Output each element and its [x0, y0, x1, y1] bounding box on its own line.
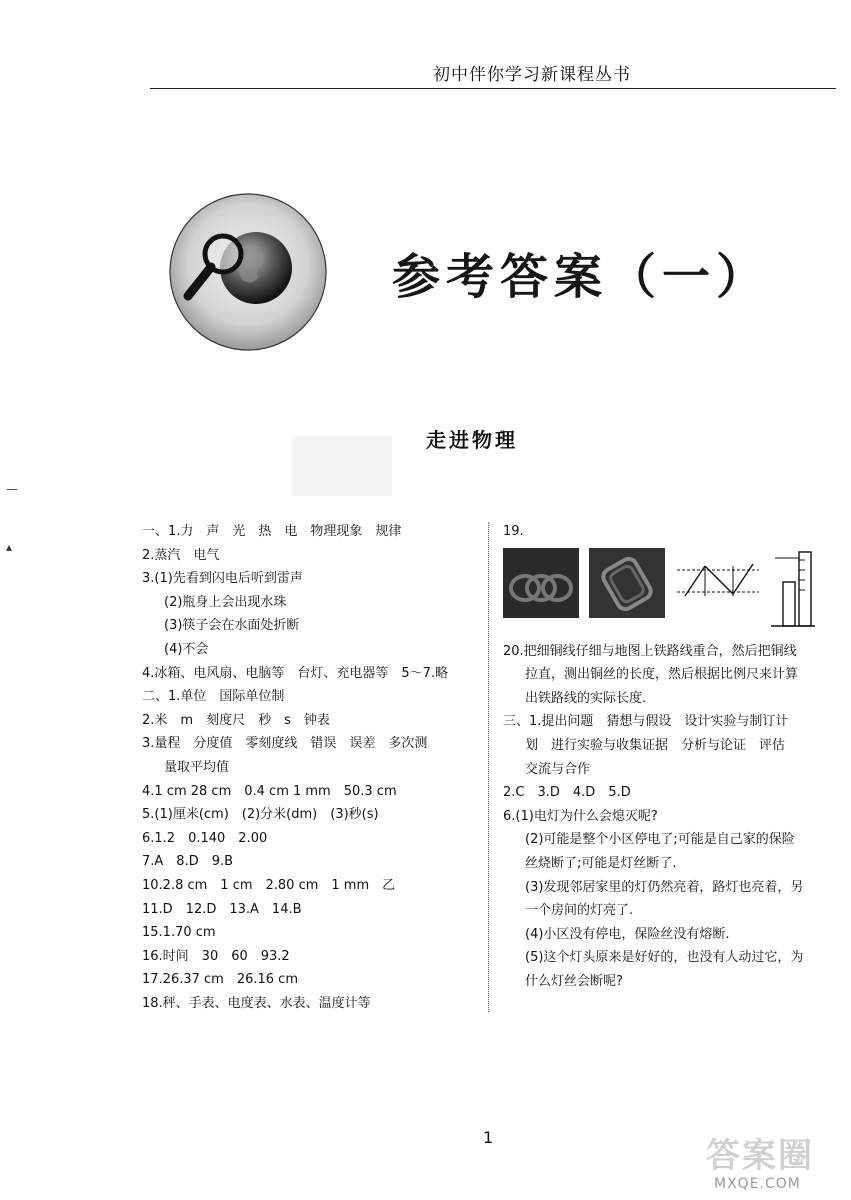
light-reflection-diagram	[675, 548, 761, 618]
answer-line: 量取平均值	[164, 759, 230, 775]
answer-line: 6.1.2 0.140 2.00	[142, 830, 268, 846]
answer-line: (3)发现邻居家里的灯仍然亮着，路灯也亮着，另	[525, 879, 804, 895]
answer-line: 一、1.力 声 光 热 电 物理现象 规律	[142, 524, 402, 539]
answer-line: 16.时间 30 60 93.2	[142, 948, 290, 964]
series-title: 初中伴你学习新课程丛书	[433, 65, 631, 85]
answers-right-column	[503, 520, 821, 994]
answer-line: 拉直，测出铜丝的长度，然后根据比例尺来计算	[525, 667, 799, 683]
margin-mark: ▴	[6, 540, 13, 554]
answers-left-column	[142, 520, 482, 1015]
section-title: 走进物理	[426, 428, 518, 452]
column-divider	[488, 522, 489, 1012]
answer-line: 7.A 8.D 9.B	[142, 854, 234, 870]
answer-line: 划 进行实验与收集证据 分析与论证 评估	[525, 737, 786, 753]
answer-line: 5.(1)厘米(cm) (2)分米(dm) (3)秒(s)	[142, 807, 379, 823]
answer-line: 20.把细铜线仔细与地图上铁路线重合，然后把铜线	[503, 643, 797, 659]
page-number: 1	[483, 1128, 494, 1147]
answer-line: (3)筷子会在水面处折断	[164, 618, 300, 634]
page-header	[150, 58, 836, 89]
watermark-logo-text: 答案圈	[706, 1136, 814, 1176]
answer-line: (2)可能是整个小区停电了;可能是自己家的保险	[525, 832, 795, 848]
answer-line: (4)小区没有停电，保险丝没有熔断.	[525, 926, 730, 942]
answer-line: (5)这个灯头原来是好好的，也没有人动过它，为	[525, 950, 804, 966]
answer-line: 15.1.70 cm	[142, 925, 216, 941]
answer-line: 3.量程 分度值 零刻度线 错误 误差 多次测	[142, 736, 428, 752]
faint-background-mark	[292, 436, 392, 496]
answer-line: (4)不会	[164, 641, 209, 657]
answer-line: 一个房间的灯亮了.	[525, 903, 634, 919]
watermark-url: MXQE.COM	[714, 1176, 801, 1192]
answer-line: (2)瓶身上会出现水珠	[164, 594, 287, 610]
coil-photo-1	[503, 548, 579, 618]
coil-photo-2	[589, 548, 665, 618]
answer-line: 18.秤、手表、电度表、水表、温度计等	[142, 995, 371, 1011]
answer-line: 19.	[503, 524, 524, 539]
main-title: 参考答案（一）	[392, 249, 771, 305]
answer-line: 丝烧断了;可能是灯丝断了.	[525, 855, 677, 871]
question-19-figures	[503, 548, 821, 630]
ruler-measure-diagram	[769, 548, 817, 628]
answer-line: 二、1.单位 国际单位制	[142, 689, 285, 705]
answer-line: 2.蒸汽 电气	[142, 547, 220, 563]
answer-line: 4.1 cm 28 cm 0.4 cm 1 mm 50.3 cm	[142, 783, 397, 799]
answer-line: 交流与合作	[525, 761, 591, 777]
answer-line: 11.D 12.D 13.A 14.B	[142, 901, 302, 917]
answer-line: 什么灯丝会断呢?	[525, 973, 623, 989]
answer-line: 三、1.提出问题 猜想与假设 设计实验与制订计	[503, 714, 789, 730]
answer-line: 2.C 3.D 4.D 5.D	[503, 785, 631, 801]
answer-line: 2.米 m 刻度尺 秒 s 钟表	[142, 712, 330, 728]
magnifier-globe-logo	[168, 192, 328, 352]
answer-line: 4.冰箱、电风扇、电脑等 台灯、充电器等 5～7.略	[142, 665, 449, 681]
answer-line: 10.2.8 cm 1 cm 2.80 cm 1 mm 乙	[142, 877, 396, 893]
answer-line: 出铁路线的实际长度.	[525, 690, 647, 706]
answer-line: 17.26.37 cm 26.16 cm	[142, 972, 298, 988]
margin-mark: —	[6, 482, 18, 496]
answer-line: 3.(1)先看到闪电后听到雷声	[142, 571, 303, 587]
answer-line: 6.(1)电灯为什么会熄灭呢?	[503, 808, 658, 824]
